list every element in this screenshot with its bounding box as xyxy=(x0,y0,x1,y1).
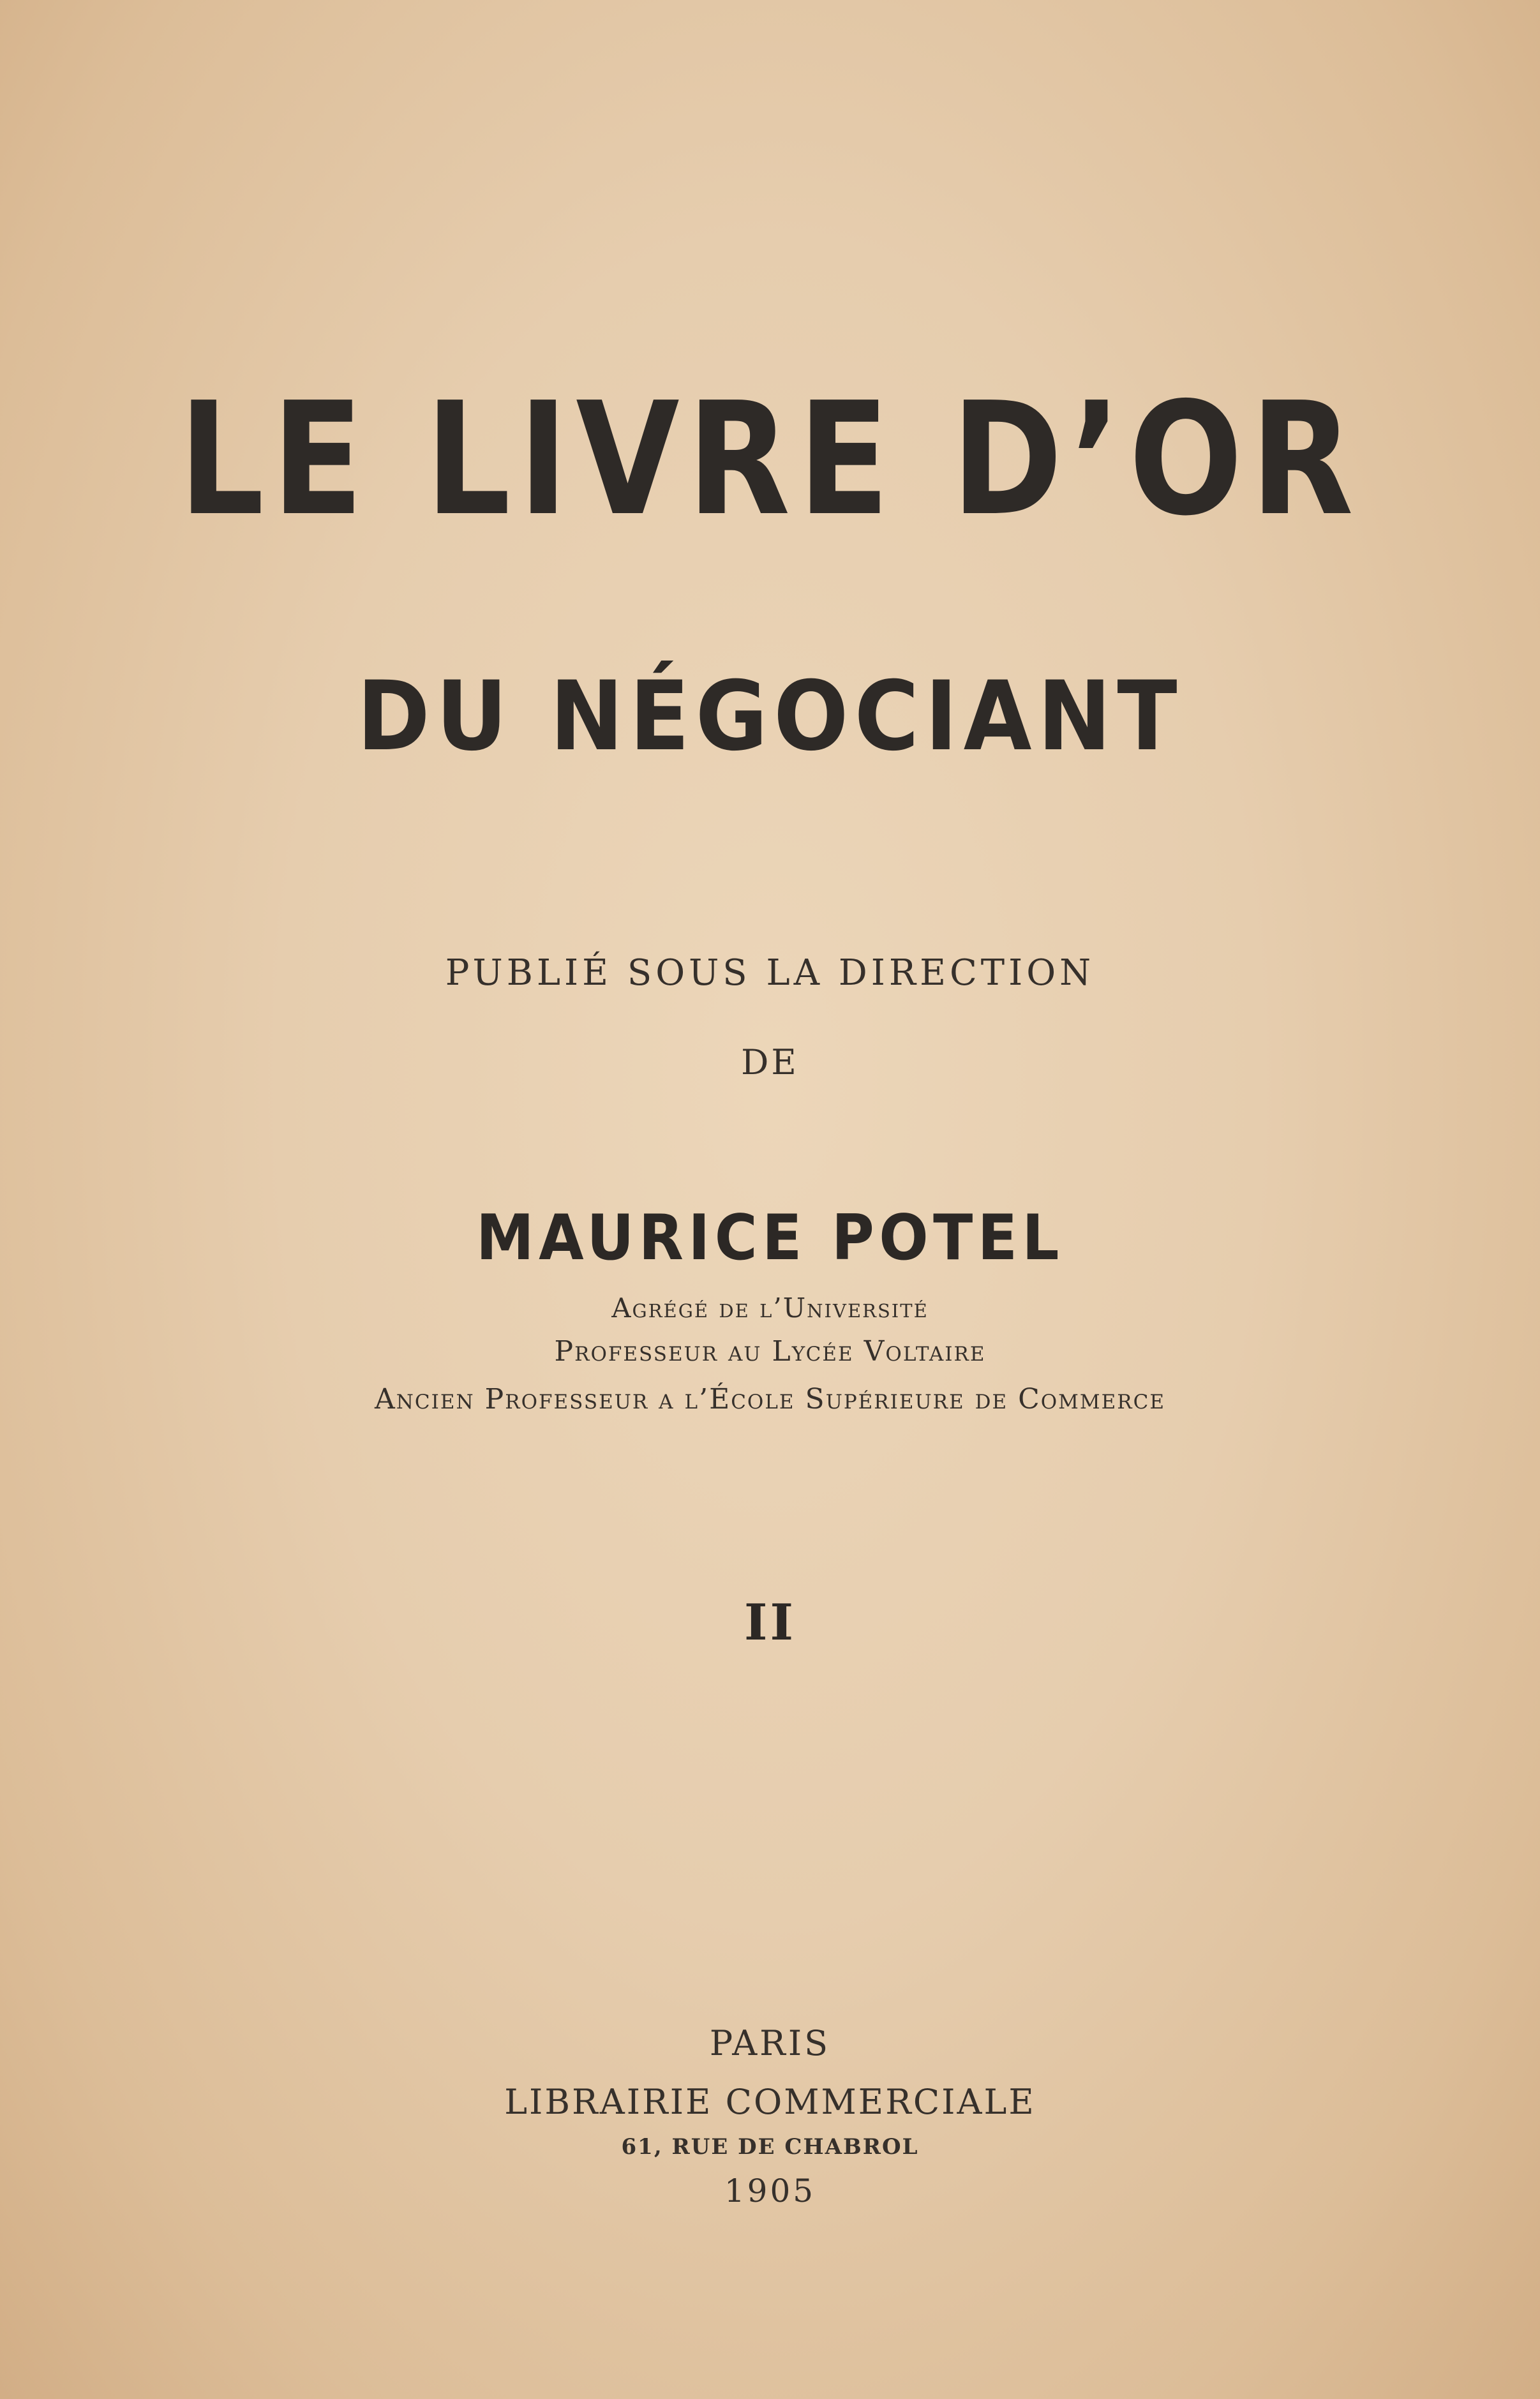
book-title: LE LIVRE D’OR xyxy=(179,369,1361,550)
author-credential: Ancien Professeur a l’École Supérieure de Commerce xyxy=(375,1383,1165,1416)
author-name: MAURICE POTEL xyxy=(476,1202,1064,1274)
author-credential: Agrégé de l’Université xyxy=(611,1292,929,1324)
author-credential: Professeur au Lycée Voltaire xyxy=(554,1335,986,1368)
imprint-publisher: LIBRAIRIE COMMERCIALE xyxy=(504,2082,1036,2122)
book-subtitle: DU NÉGOCIANT xyxy=(357,661,1183,772)
imprint-year: 1905 xyxy=(724,2172,816,2209)
published-under-direction: PUBLIÉ SOUS LA DIRECTION xyxy=(445,952,1095,994)
imprint-city: PARIS xyxy=(709,2023,831,2063)
preposition-de: DE xyxy=(741,1042,799,1082)
volume-number: II xyxy=(744,1594,796,1652)
imprint-address: 61, RUE DE CHABROL xyxy=(621,2134,919,2160)
